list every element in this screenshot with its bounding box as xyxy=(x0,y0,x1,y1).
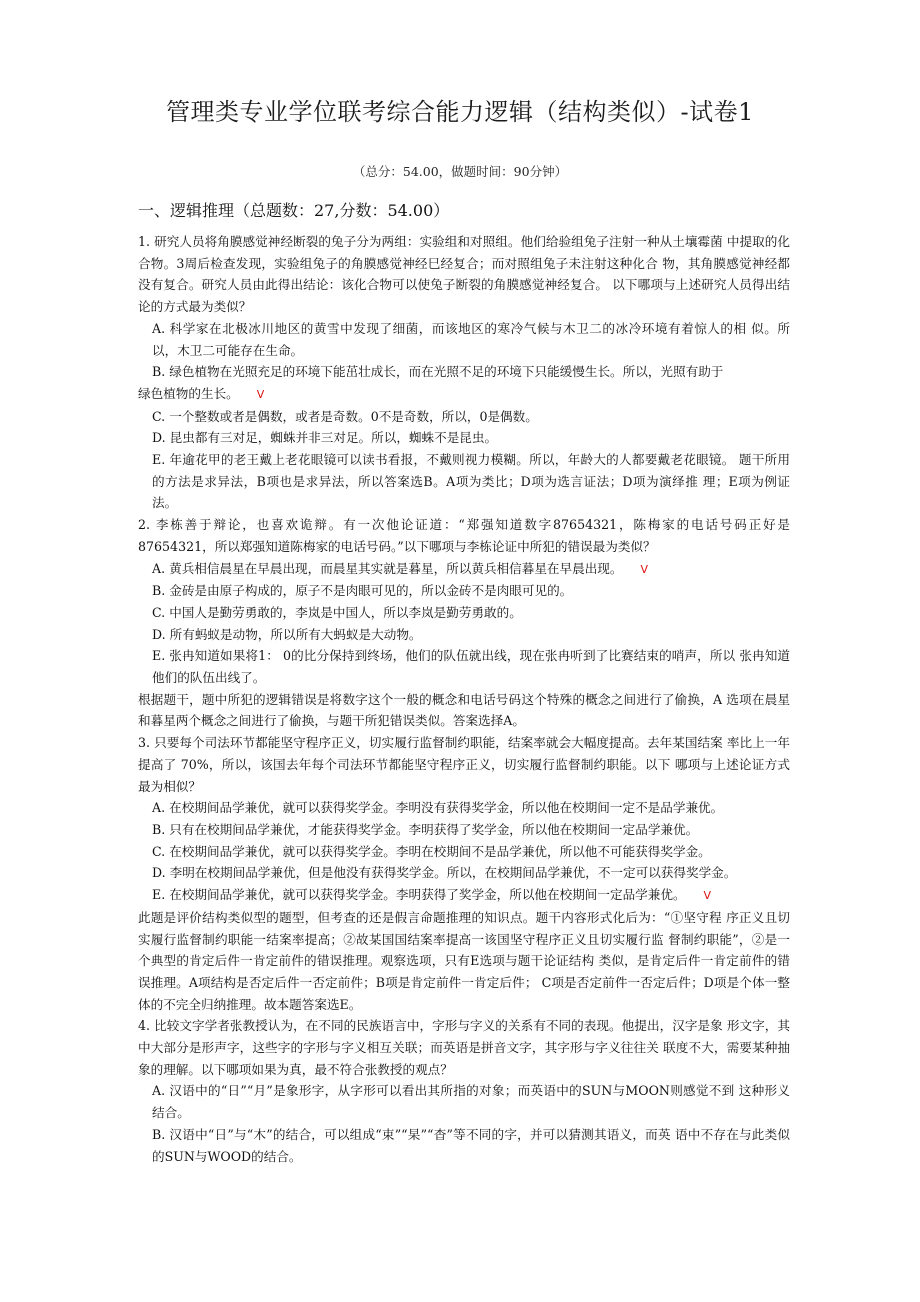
exam-meta: （总分：54.00，做题时间：90分钟） xyxy=(352,164,568,179)
question-1-option-b: B. 绿色植物在光照充足的环境下能茁壮成长，而在光照不足的环境下只能缓慢生长。所以，光照有助于 xyxy=(152,364,724,380)
question-4-option-a: A. 汉语中的“日”“月”是象形字，从字形可以看出其所指的对象；而英语中的SUN与MOON则感觉不到 这种形义结合。 xyxy=(152,1083,790,1121)
question-3-option-c: C. 在校期间品学兼优，就可以获得奖学金。李明在校期间不是品学兼优，所以他不可能获得奖学金。 xyxy=(152,843,711,859)
section-heading: 一、逻辑推理（总题数：27,分数：54.00） xyxy=(138,201,450,220)
question-2-option-a xyxy=(138,558,790,581)
question-3-option-e xyxy=(138,884,790,907)
question-3-option-d: D. 李明在校期间品学兼优，但是他没有获得奖学金。所以，在校期间品学兼优，不一定可以获得奖学金。 xyxy=(152,865,737,881)
question-4-option-b: B. 汉语中“日”与“木”的结合，可以组成“束”“杲”“杳”等不同的字，并可以猜测其语义，而英 语中不存在与此类似的SUN与WOOD的结合。 xyxy=(152,1126,790,1164)
page-title: 管理类专业学位联考综合能力逻辑（结构类似）-试卷1 xyxy=(166,98,754,126)
question-2-analysis: 根据题干，题中所犯的逻辑错误是将数字这个一般的概念和电话号码这个特殊的概念之间进行了偷换，A 选项在晨星和暮星两个概念之间进行了偷换，与题干所犯错误类似。答案选择A。 xyxy=(138,691,790,729)
question-1-option-b-continued xyxy=(138,383,790,406)
question-1-option-c: C. 一个整数或者是偶数，或者是奇数。0不是奇数，所以，0是偶数。 xyxy=(152,408,538,424)
question-3-option-b: B. 只有在校期间品学兼优，才能获得奖学金。李明获得了奖学金，所以他在校期间一定品学兼优。 xyxy=(152,821,699,837)
question-2-option-d: D. 所有蚂蚁是动物，所以所有大蚂蚁是大动物。 xyxy=(152,626,422,642)
question-1-option-a: A. 科学家在北极冰川地区的黄雪中发现了细菌，而该地区的寒冷气候与木卫二的冰冷环境有着惊人的相 似。所以，木卫二可能存在生命。 xyxy=(152,320,790,358)
answer-mark-icon: V xyxy=(703,889,712,903)
answer-mark-icon: V xyxy=(256,387,265,401)
question-1-option-b-text: 绿色植物的生长。 xyxy=(138,385,239,401)
question-3-analysis: 此题是评价结构类似型的题型，但考查的还是假言命题推理的知识点。题干内容形式化后为：“①坚守程 序正义且切实履行监督制约职能一结案率提高；②故某国国结案率提高一该国坚守程序正义且切实履行监 督制约职能”，②是一个典型的肯定后件一肯定前件的错误推理。观察选项，只有E选项与题干论证结构 类似，是肯定后件一肯定前件的错误推理。A项结构是否定后件一否定前件；B项是肯定前件一肯定后件； C项是否定前件一否定后件；D项是个体一整体的不完全归纳推理。故本题答案选E。 xyxy=(138,909,790,1012)
question-2-option-c: C. 中国人是勤劳勇敢的，李岚是中国人，所以李岚是勤劳勇敢的。 xyxy=(152,604,522,620)
question-1-option-e: E. 年逾花甲的老王戴上老花眼镜可以读书看报，不戴则视力模糊。所以，年龄大的人都要戴老花眼镜。 题干所用的方法是求异法，B项也是求异法，所以答案选B。A项为类比；D项为选言证法；D项为演绎推 理；E项为例证法。 xyxy=(152,452,790,511)
question-4-stem: 4. 比较文字学者张教授认为，在不同的民族语言中，字形与字义的关系有不同的表现。他提出，汉字是象 形文字，其中大部分是形声字，这些字的字形与字义相互关联；而英语是拼音文字，其字形与字义往往关 联度不大，需要某种抽象的理解。以下哪项如果为真，最不符合张教授的观点？ xyxy=(138,1018,790,1077)
question-2-option-a-text: A. 黄兵相信晨星在早晨出现，而晨星其实就是暮星，所以黄兵相信暮星在早晨出现。 xyxy=(152,560,623,576)
question-1-option-d: D. 昆虫都有三对足，蜘蛛并非三对足。所以，蜘蛛不是昆虫。 xyxy=(152,430,498,446)
question-2-option-e: E. 张冉知道如果将1： 0的比分保持到终场，他们的队伍就出线，现在张冉听到了比赛结束的哨声，所以 张冉知道他们的队伍出线了。 xyxy=(152,648,790,686)
question-1-stem: 1. 研究人员将角膜感觉神经断裂的兔子分为两组：实验组和对照组。他们给验组兔子注射一种从土壤霉菌 中提取的化合物。3周后检查发现，实验组兔子的角膜感觉神经巳经复合；而对照组兔子未注射这种化合 物，其角膜感觉神经都没有复合。研究人员由此得出结论：该化合物可以使兔子断裂的角膜感觉神经复合。 以下哪项与上述研究人员得出结论的方式最为类似？ xyxy=(138,234,790,315)
question-3-option-a: A. 在校期间品学兼优，就可以获得奖学金。李明没有获得奖学金，所以他在校期间一定不是品学兼优。 xyxy=(152,800,724,816)
question-3-option-e-text: E. 在校期间品学兼优，就可以获得奖学金。李明获得了奖学金，所以他在校期间一定品学兼优。 xyxy=(152,887,686,903)
question-2-option-b: B. 金砖是由原子构成的，原子不是肉眼可见的，所以金砖不是肉眼可见的。 xyxy=(152,583,573,599)
question-2-stem: 2. 李栋善于辩论，也喜欢诡辩。有一次他论证道：“郑强知道数字87654321，陈梅家的电话号码正好是87654321，所以郑强知道陈梅家的电话号码。”以下哪项与李栋论证中所犯的错误最为类似？ xyxy=(138,517,790,554)
answer-mark-icon: V xyxy=(640,562,649,576)
question-list xyxy=(138,231,790,1167)
question-3-stem: 3. 只要每个司法环节都能坚守程序正义，切实履行监督制约职能，结案率就会大幅度提高。去年某国结案 率比上一年提高了 70%，所以，该国去年每个司法环节都能坚守程序正义，切实履行监督制约职能。以下 哪项与上述论证方式最为相似？ xyxy=(138,735,790,794)
